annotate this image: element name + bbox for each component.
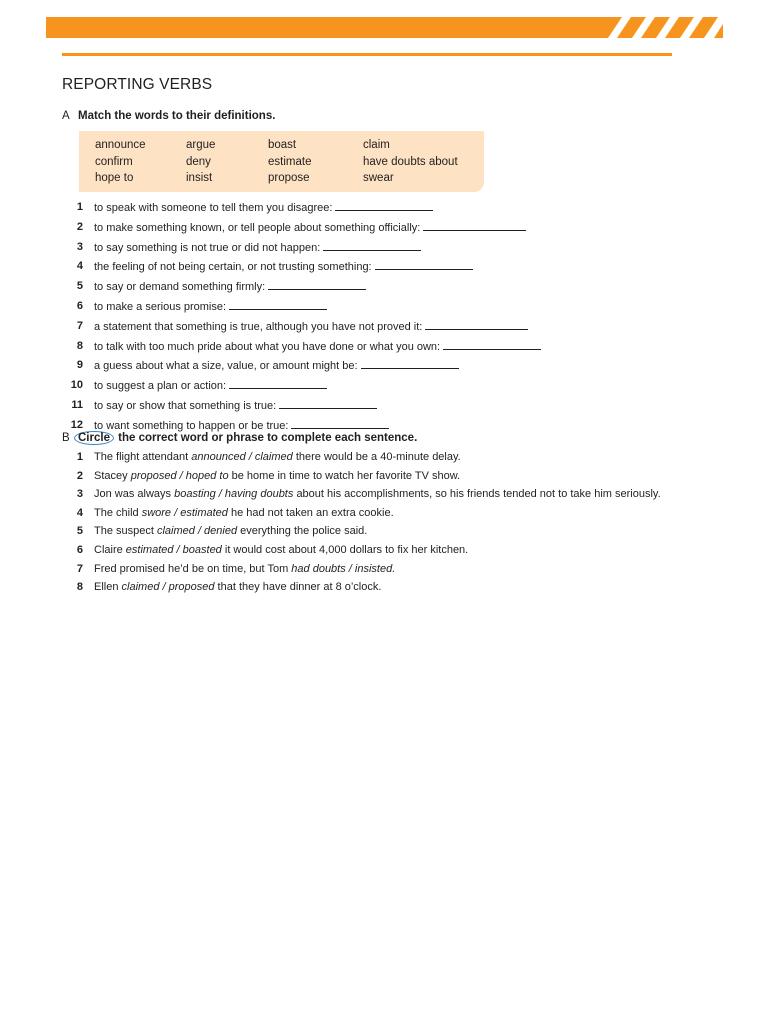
definition-item	[62, 398, 541, 414]
sentence-after: be home in time to watch her favorite TV show.	[231, 469, 461, 482]
answer-blank[interactable]	[443, 339, 541, 350]
sentence-item	[62, 562, 574, 577]
item-number: 1	[76, 201, 83, 213]
sentence-before: Stacey	[94, 469, 128, 482]
definition-item	[62, 319, 541, 335]
word-bank-item: argue	[186, 139, 216, 151]
definition-item	[62, 240, 541, 256]
section-a-letter: A	[62, 110, 70, 122]
item-number: 3	[76, 488, 83, 501]
sentence-item	[62, 487, 661, 502]
section-a-heading	[62, 110, 275, 122]
sentence-after: about his accomplishments, so his friends tended not to take him seriously.	[296, 488, 661, 501]
header-banner-graphic	[46, 17, 723, 38]
word-bank-item: confirm	[95, 155, 133, 168]
sentence-before: Claire	[94, 543, 123, 556]
item-number: 5	[76, 525, 83, 538]
sentence-item	[62, 469, 574, 484]
sentence-before: Fred promised he’d be on time, but Tom	[94, 562, 289, 575]
word-bank-item: propose	[268, 172, 310, 184]
definition-text: to suggest a plan or action:	[94, 380, 227, 393]
answer-blank[interactable]	[425, 319, 528, 330]
item-number: 6	[76, 299, 83, 312]
answer-blank[interactable]	[279, 398, 377, 409]
word-bank-item: estimate	[268, 155, 312, 168]
item-number: 9	[76, 359, 83, 372]
answer-options[interactable]: proposed / hoped to	[130, 469, 229, 482]
answer-options[interactable]: boasting / having doubts	[174, 488, 294, 501]
word-bank-item: hope to	[95, 172, 134, 184]
answer-blank[interactable]	[229, 299, 327, 310]
definition-text: a statement that something is true, although you have not proved it:	[94, 320, 423, 333]
definition-item	[62, 259, 541, 275]
definition-text: to talk with too much pride about what you have done or what you own:	[94, 340, 441, 353]
item-number: 6	[76, 543, 83, 556]
answer-blank[interactable]	[375, 259, 473, 270]
item-number: 1	[76, 451, 83, 463]
sentence-after: it would cost about 4,000 dollars to fix her kitchen.	[224, 543, 469, 556]
definition-text: to say or show that something is true:	[94, 399, 277, 412]
sentence-after: everything the police said.	[240, 525, 368, 538]
answer-options[interactable]: had doubts / insisted.	[291, 562, 396, 575]
answer-blank[interactable]	[423, 220, 526, 231]
item-number: 8	[76, 339, 83, 352]
sentence-item	[62, 580, 574, 595]
sentence-after: that they have dinner at 8 o’clock.	[217, 581, 382, 594]
word-bank-item: deny	[186, 155, 211, 168]
section-a-instruction: Match the words to their definitions.	[78, 110, 276, 122]
word-bank-item: boast	[268, 139, 297, 151]
word-bank-item: insist	[186, 172, 213, 184]
item-number: 7	[76, 562, 83, 575]
answer-options[interactable]: announced / claimed	[191, 451, 293, 463]
answer-options[interactable]: swore / estimated	[141, 506, 228, 519]
definition-text: to want something to happen or be true:	[94, 419, 289, 432]
definition-item	[62, 200, 541, 216]
definition-item	[62, 299, 541, 315]
sentence-item	[62, 506, 574, 521]
definition-text: to speak with someone to tell them you disagree:	[94, 202, 333, 214]
definition-text: a guess about what a size, value, or amount might be:	[94, 360, 358, 373]
answer-options[interactable]: claimed / proposed	[121, 581, 215, 594]
section-b-instruction: the correct word or phrase to complete each sentence.	[118, 432, 418, 444]
definition-item	[62, 378, 541, 394]
section-b-list	[62, 450, 661, 599]
section-a-list	[62, 200, 541, 438]
item-number: 3	[76, 240, 83, 253]
definition-item	[62, 279, 541, 295]
item-number: 11	[71, 398, 83, 411]
section-b-heading	[62, 431, 417, 445]
answer-blank[interactable]	[268, 279, 366, 290]
definition-item	[62, 339, 541, 355]
circle-word: Circle	[74, 431, 114, 445]
sentence-before: The child	[94, 506, 139, 519]
definition-item	[62, 220, 541, 236]
answer-options[interactable]: claimed / denied	[156, 525, 238, 538]
sentence-before: The flight attendant	[94, 451, 189, 463]
answer-blank[interactable]	[361, 358, 459, 369]
answer-blank[interactable]	[335, 200, 433, 211]
definition-text: to make a serious promise:	[94, 300, 227, 313]
item-number: 2	[76, 220, 83, 233]
sentence-item	[62, 543, 574, 558]
answer-blank[interactable]	[323, 240, 421, 251]
word-bank-item: have doubts about	[363, 155, 458, 168]
sentence-before: The suspect	[94, 525, 154, 538]
word-bank-item: swear	[363, 172, 394, 184]
item-number: 4	[76, 506, 83, 519]
definition-text: to make something known, or tell people about something officially:	[94, 221, 421, 234]
definition-text: the feeling of not being certain, or not trusting something:	[94, 261, 372, 274]
item-number: 5	[76, 280, 83, 293]
sentence-after: he had not taken an extra cookie.	[230, 506, 394, 519]
item-number: 12	[70, 418, 83, 431]
header-banner	[46, 17, 723, 38]
word-bank-item: announce	[95, 139, 146, 151]
definition-text: to say or demand something firmly:	[94, 281, 266, 294]
item-number: 4	[76, 260, 83, 273]
header-rule	[62, 53, 672, 56]
sentence-before: Ellen	[94, 581, 119, 594]
item-number: 8	[76, 581, 83, 594]
word-bank-grid	[95, 139, 483, 189]
word-bank-item: claim	[363, 139, 390, 151]
definition-text: to say something is not true or did not happen:	[94, 241, 321, 254]
item-number: 10	[70, 379, 83, 392]
item-number: 7	[76, 319, 83, 332]
sentence-before: Jon was always	[94, 488, 172, 501]
answer-blank[interactable]	[229, 378, 327, 389]
section-b-letter: B	[62, 432, 70, 444]
definition-item	[62, 358, 541, 374]
sentence-item	[62, 450, 574, 465]
sentence-after: there would be a 40-minute delay.	[295, 451, 461, 463]
word-bank-box	[79, 131, 484, 192]
answer-options[interactable]: estimated / boasted	[125, 543, 222, 556]
item-number: 2	[76, 469, 83, 482]
answer-blank[interactable]	[291, 418, 389, 429]
page-title: REPORTING VERBS	[62, 76, 213, 93]
sentence-item	[62, 524, 574, 539]
